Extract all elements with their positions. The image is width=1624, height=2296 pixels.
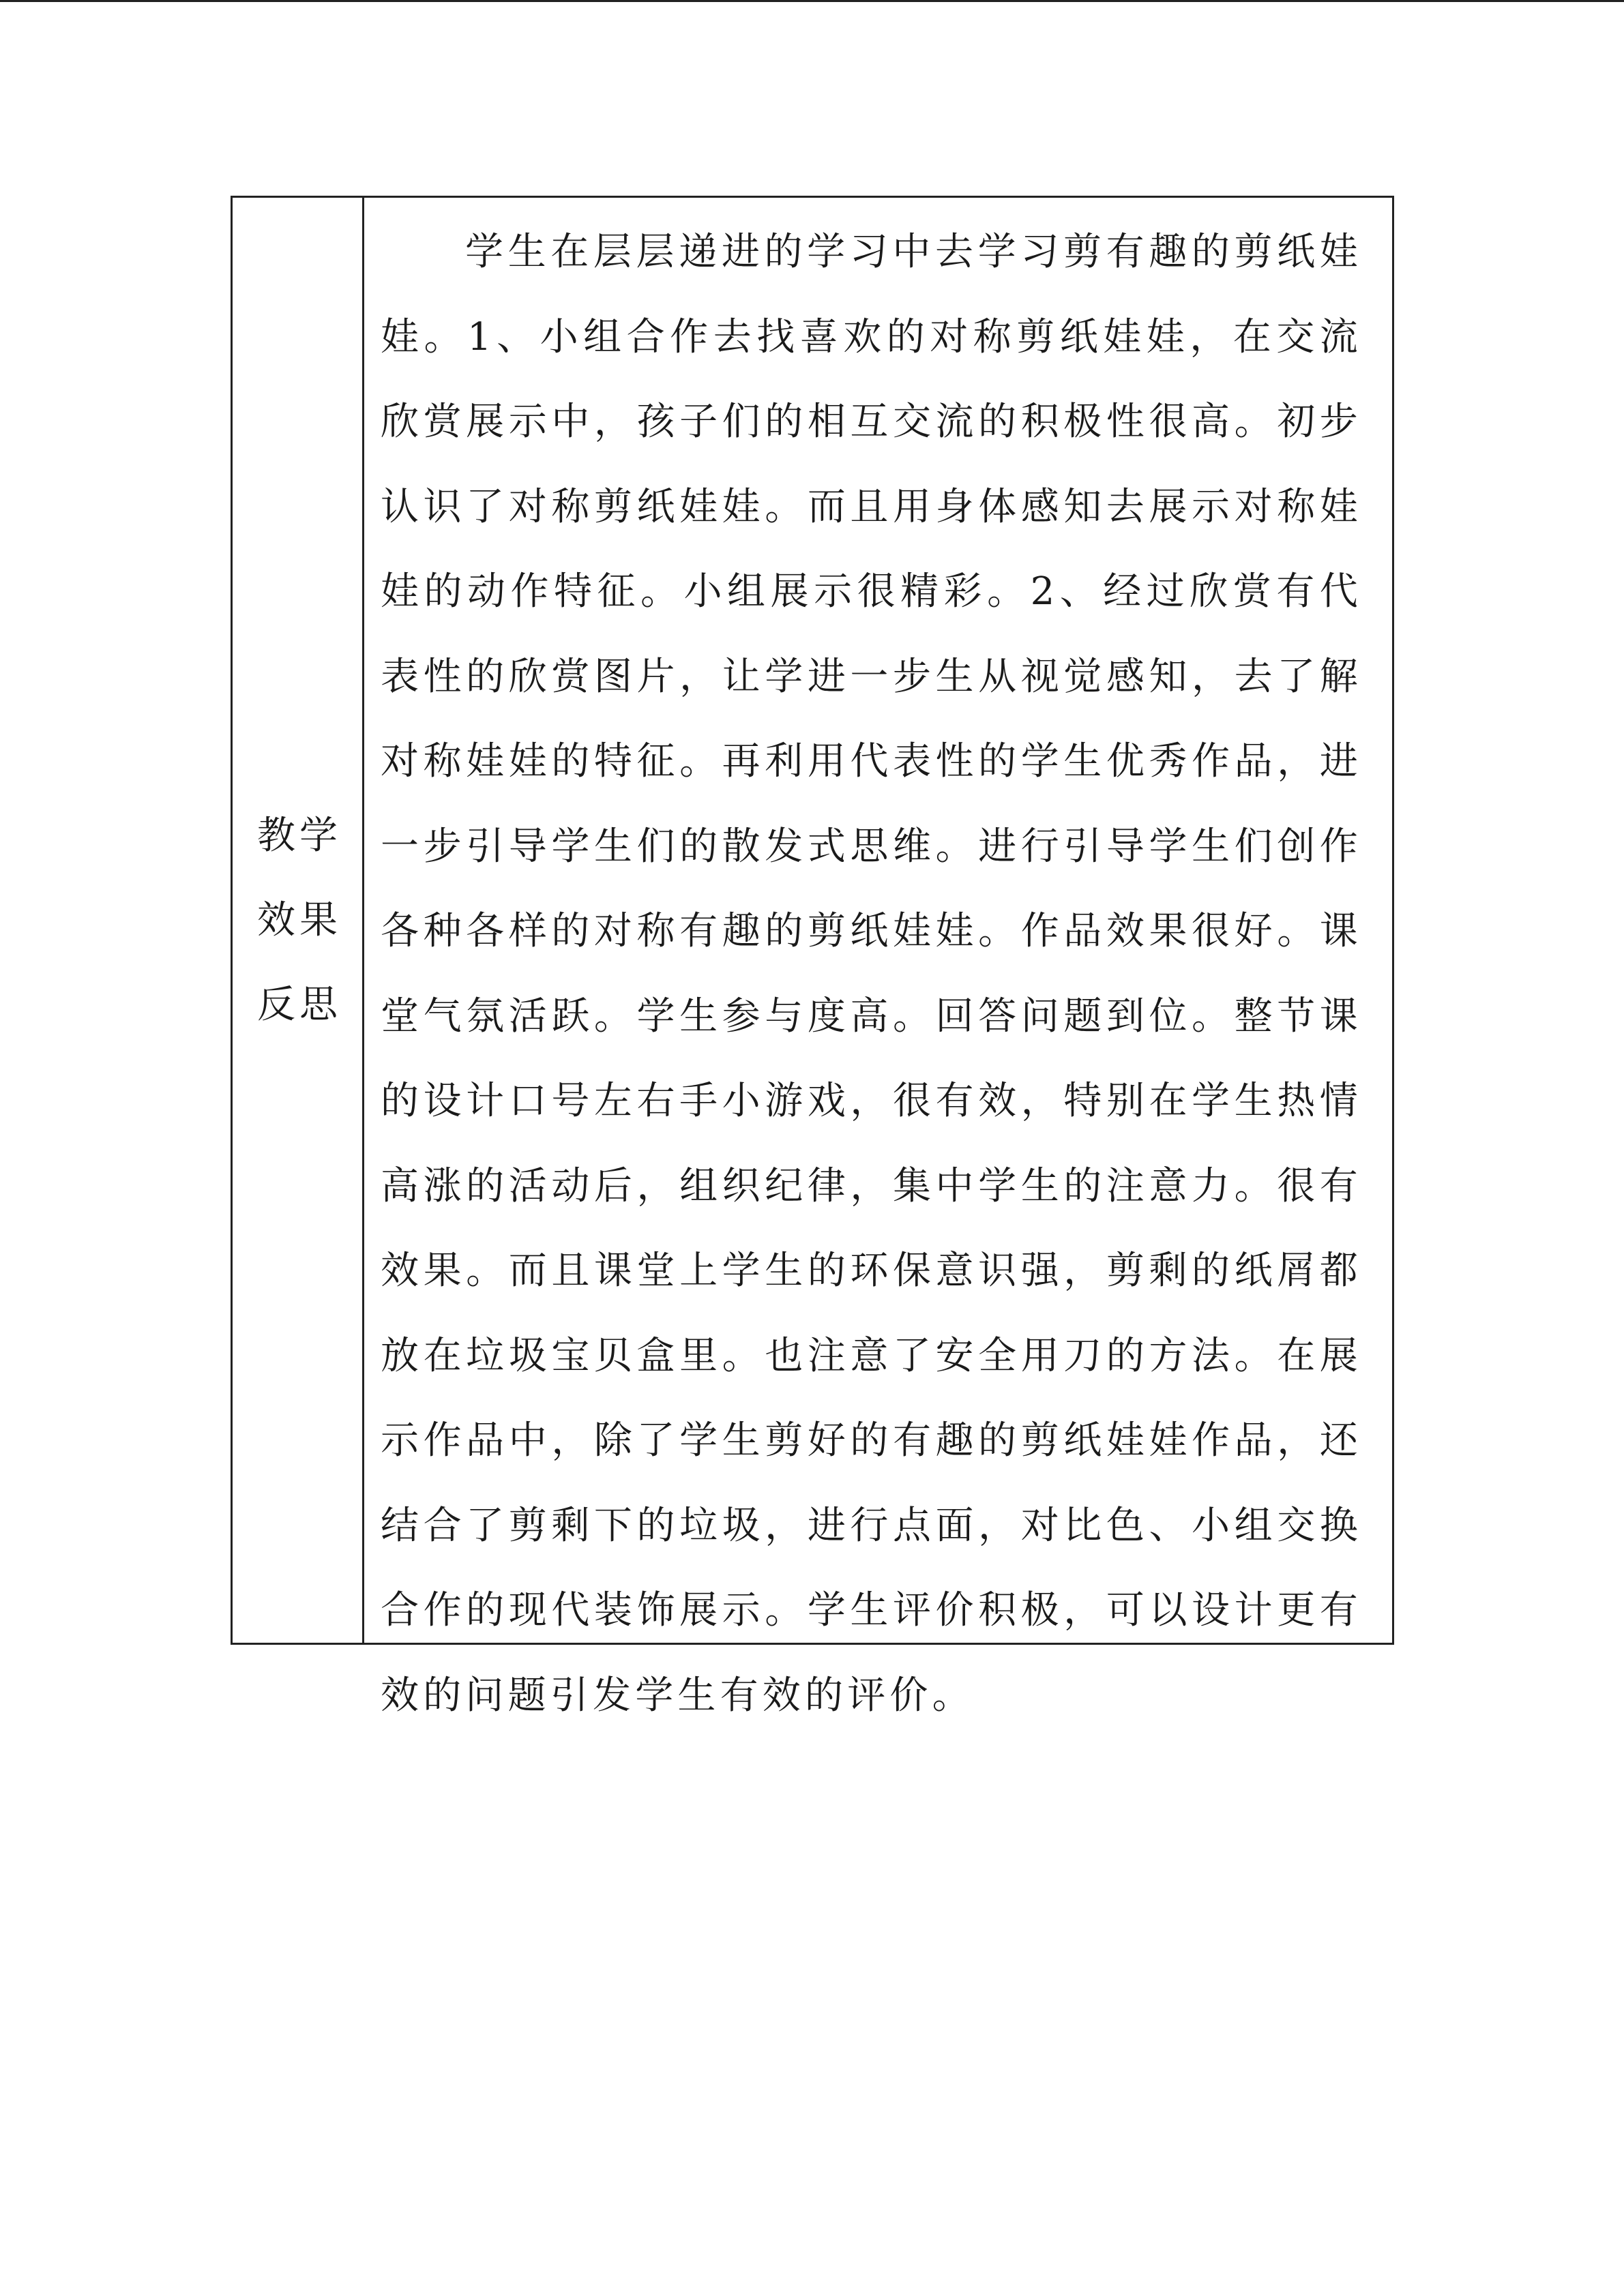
row-label: 教学效果反思 xyxy=(257,813,342,1027)
page-top-border xyxy=(0,0,1624,2)
content-cell xyxy=(364,198,1392,1718)
reflection-table xyxy=(231,196,1394,1718)
reflection-text: 学生在层层递进的学习中去学习剪有趣的剪纸娃娃。1、小组合作去找喜欢的对称剪纸娃娃，在交流欣赏展示中，孩子们的相互交流的积极性很高。初步认识了对称剪纸娃娃。而且用身体感知去展示对称娃娃的动作特征。小组展示很精彩。2、经过欣赏有代表性的欣赏图片，让学进一步生从视觉感知，去了解对称娃娃的特征。再利用代表性的学生优秀作品，进一步引导学生们的散发式思维。进行引导学生们创作各种各样的对称有趣的剪纸娃娃。作品效果很好。课堂气氛活跃。学生参与度高。回答问题到位。整节课的设计口号左右手小游戏，很有效，特别在学生热情高涨的活动后，组织纪律，集中学生的注意力。很有效果。而且课堂上学生的环保意识强，剪剩的纸屑都放在垃圾宝贝盒里。也注意了安全用刀的方法。在展示作品中，除了学生剪好的有趣的剪纸娃娃作品，还结合了剪剩下的垃圾，进行点面，对比色、小组交换合作的现代装饰展示。学生评价积极，可以设计更有效的问题引发学生有效的评价。 xyxy=(381,230,1362,1718)
label-cell xyxy=(233,198,364,1643)
